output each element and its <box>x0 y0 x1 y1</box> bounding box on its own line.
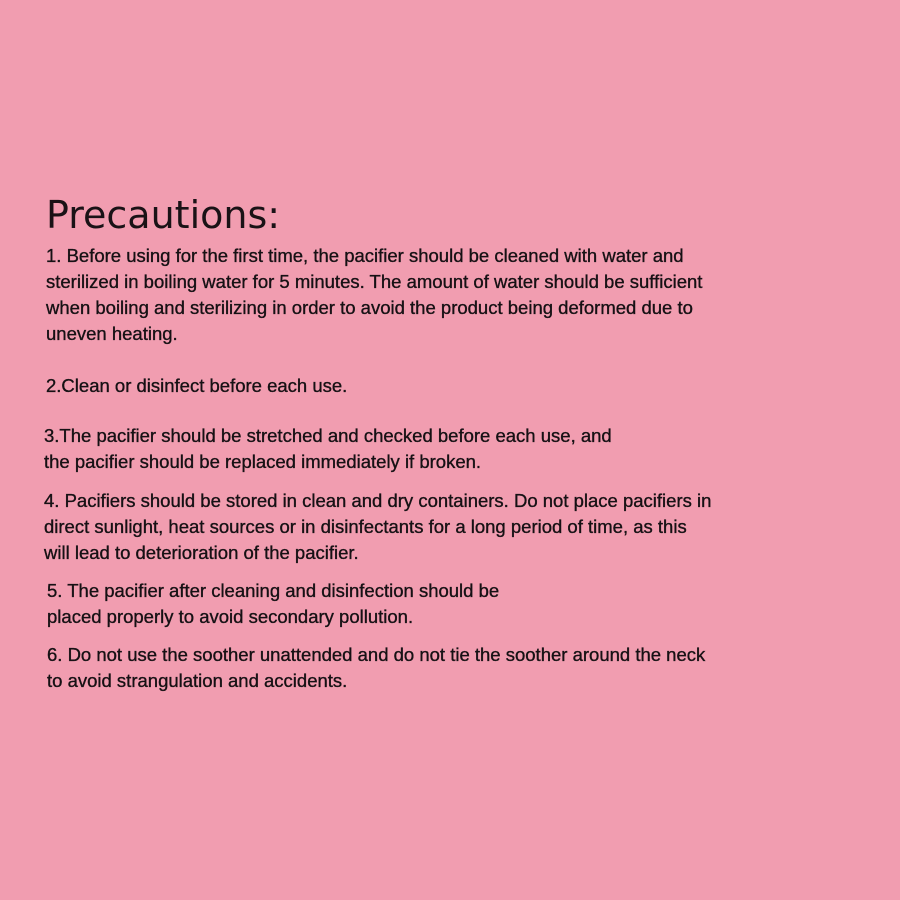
precaution-6-line-1: 6. Do not use the soother unattended and do not tie the soother around the neck <box>47 644 706 665</box>
precaution-item-3 <box>44 423 612 475</box>
precaution-3-line-1: 3.The pacifier should be stretched and checked before each use, and <box>44 425 612 446</box>
precaution-item-6 <box>47 642 705 694</box>
precaution-4-line-2: direct sunlight, heat sources or in disinfectants for a long period of time, as this <box>44 516 687 537</box>
precaution-4-line-1: 4. Pacifiers should be stored in clean and dry containers. Do not place pacifiers in <box>44 490 712 511</box>
precaution-2-line-1: 2.Clean or disinfect before each use. <box>46 375 348 396</box>
precaution-item-1 <box>46 243 702 347</box>
precaution-6-line-2: to avoid strangulation and accidents. <box>47 670 348 691</box>
precaution-5-line-1: 5. The pacifier after cleaning and disinfection should be <box>47 580 500 601</box>
precaution-item-4 <box>44 488 711 566</box>
precaution-item-2 <box>46 373 347 399</box>
precaution-4-line-3: will lead to deterioration of the pacifier. <box>44 542 359 563</box>
precaution-1-line-1: 1. Before using for the first time, the pacifier should be cleaned with water and <box>46 245 684 266</box>
precaution-item-5 <box>47 578 499 630</box>
precaution-5-line-2: placed properly to avoid secondary pollution. <box>47 606 414 627</box>
page-title: Precautions: <box>46 193 281 237</box>
precaution-1-line-4: uneven heating. <box>46 323 178 344</box>
precaution-3-line-2: the pacifier should be replaced immediately if broken. <box>44 451 482 472</box>
precaution-1-line-2: sterilized in boiling water for 5 minutes. The amount of water should be sufficient <box>46 271 703 292</box>
precaution-1-line-3: when boiling and sterilizing in order to avoid the product being deformed due to <box>46 297 693 318</box>
